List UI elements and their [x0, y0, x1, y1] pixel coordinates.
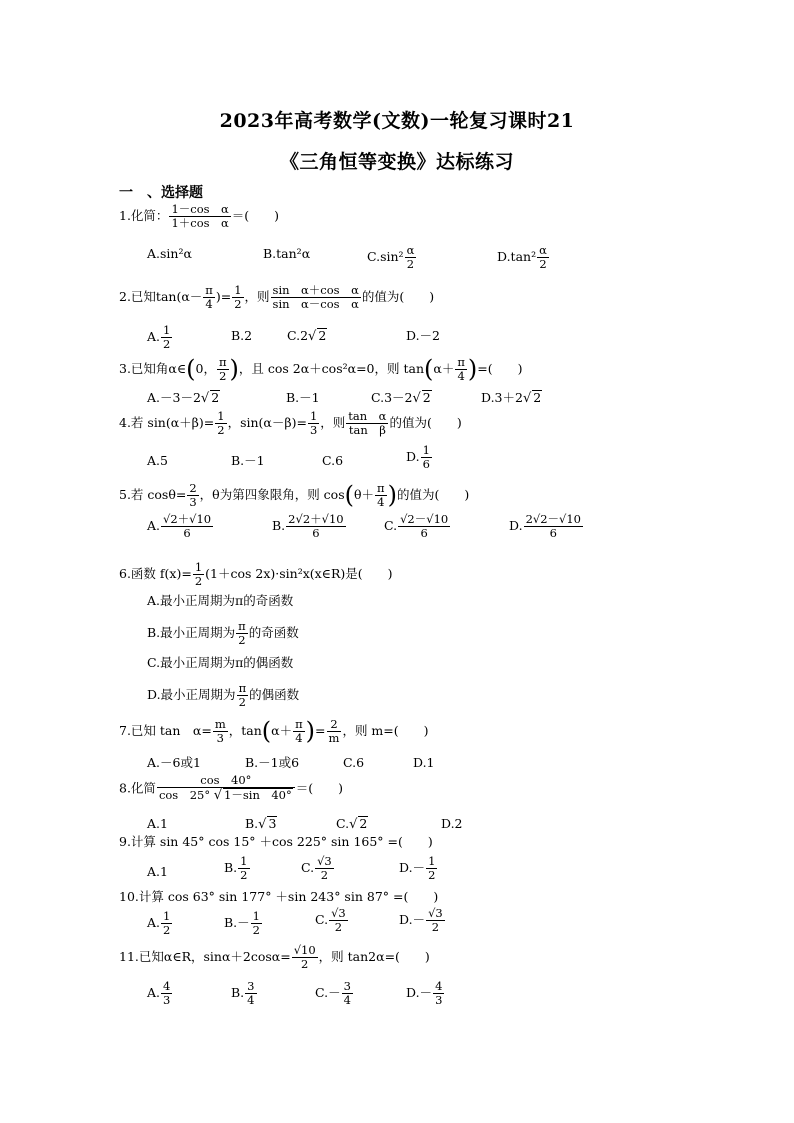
option-1b: B.tan²α [263, 246, 311, 261]
option-11a: A. $\frac{4}{3}$ [147, 979, 171, 1008]
option-8a: A.1 [147, 816, 168, 831]
option-9d: D.－ $\frac{1}{2}$ [399, 854, 436, 883]
option-11b: B. $\frac{3}{4}$ [231, 979, 255, 1008]
option-2d: D.－2 [406, 328, 441, 343]
question-3: 3.已知角α∈(0， $\frac{\pi}{2}$ )，且 cos 2α＋cos²α=0，则 tan(α＋ $\frac{\pi}{4}$ )=( ) [119, 355, 523, 384]
option-6d: D.最小正周期为 $\frac{\pi}{2}$ 的偶函数 [147, 681, 300, 710]
option-6b: B.最小正周期为 $\frac{\pi}{2}$ 的奇函数 [147, 619, 299, 648]
option-7d: D.1 [413, 755, 435, 770]
option-2b: B.2 [231, 328, 253, 343]
option-10a: A. $\frac{1}{2}$ [147, 909, 171, 938]
option-5d: D. $\frac{2√2-√10}{6}$ [509, 512, 581, 541]
option-5b: B. $\frac{2√2+√10}{6}$ [272, 512, 344, 541]
option-4d: D. $\frac{1}{6}$ [406, 443, 430, 472]
option-6a: A.最小正周期为π的奇函数 [147, 593, 294, 608]
option-4a: A.5 [147, 453, 168, 468]
option-10c: C. $\frac{√3}{2}$ [315, 906, 346, 935]
fraction: $\frac{\text{1－cos α}}{\text{1＋cos α}}$ [171, 202, 229, 231]
option-4c: C.6 [322, 453, 344, 468]
option-6c: C.最小正周期为π的偶函数 [147, 655, 294, 670]
option-3c: C.3－2√ 2 [371, 390, 431, 406]
question-4: 4.若 sin(α＋β)= $\frac{1}{2}$ ，sin(α－β)= $\frac{1}{3}$ ，则 $\frac{\text{tan α}}{\text{tan β}}$ 的值为( ) [119, 409, 462, 438]
option-9c: C. $\frac{√3}{2}$ [301, 854, 332, 883]
page-title: 2023年高考数学(文数)一轮复习课时21 [219, 110, 575, 132]
option-1a: A.sin²α [147, 246, 192, 261]
option-1c: C.sin² $\frac{\alpha}{2}$ [367, 243, 415, 272]
question-1: 1.化简： $\frac{\text{1－cos α}}{\text{1＋cos α}}$ ＝( ) [119, 202, 280, 231]
option-7c: C.6 [343, 755, 365, 770]
option-5a: A. $\frac{√2+√10}{6}$ [147, 512, 212, 541]
question-9: 9.计算 sin 45° cos 15° ＋cos 225° sin 165° =( ) [119, 834, 433, 849]
question-8: 8.化简 $\frac{\cos 40^\circ}{\cos 25^\circ √ 1-\sin 40^\circ}$ ＝( ) [119, 773, 343, 804]
option-8c: C.√ 2 [336, 816, 368, 832]
option-11d: D.－ $\frac{4}{3}$ [406, 979, 443, 1008]
question-2: 2.已知tan(α－ $\frac{\pi}{4}$ )= $\frac{1}{2}$ ，则 $\frac{\text{sin α＋cos α}}{\text{sin α－cos α}}$ 的值为( ) [119, 283, 435, 312]
page-subtitle: 《三角恒等变换》达标练习 [279, 151, 514, 173]
option-8b: B.√ 3 [245, 816, 277, 832]
option-3a: A.－3－2√ 2 [147, 390, 220, 406]
option-5c: C. $\frac{√2-√10}{6}$ [384, 512, 449, 541]
option-2c: C.2√ 2 [287, 328, 327, 344]
option-2a: A. $\frac{1}{2}$ [147, 323, 171, 352]
option-1d: D.tan² $\frac{\alpha}{2}$ [497, 243, 547, 272]
option-8d: D.2 [441, 816, 463, 831]
option-9b: B. $\frac{1}{2}$ [224, 854, 248, 883]
option-4b: B.－1 [231, 453, 265, 468]
option-10b: B.－ $\frac{1}{2}$ [224, 909, 260, 938]
option-11c: C.－ $\frac{3}{4}$ [315, 979, 351, 1008]
question-6: 6.函数 f(x)= $\frac{1}{2}$ (1＋cos 2x)·sin²x(x∈R)是( ) [119, 560, 393, 589]
option-10d: D.－ $\frac{√3}{2}$ [399, 906, 443, 935]
option-3b: B.－1 [286, 390, 320, 405]
option-9a: A.1 [147, 864, 168, 879]
option-7b: B.－1或6 [245, 755, 300, 770]
question-11: 11.已知α∈R，sinα＋2cosα= $\frac{√10}{2}$ ，则 tan2α=( ) [119, 943, 430, 972]
option-7a: A.－6或1 [147, 755, 201, 770]
question-5: 5.若 cosθ= $\frac{2}{3}$ ，θ为第四象限角，则 cos(θ＋ $\frac{\pi}{4}$ )的值为( ) [119, 481, 470, 510]
question-10: 10.计算 cos 63° sin 177° ＋sin 243° sin 87° =( ) [119, 889, 439, 904]
question-7: 7.已知 tan α= $\frac{m}{3}$ ，tan(α＋ $\frac{\pi}{4}$ )= $\frac{2}{m}$ ，则 m=( ) [119, 717, 429, 746]
section-heading: 一 、选择题 [119, 185, 203, 201]
option-3d: D.3＋2√ 2 [481, 390, 542, 406]
